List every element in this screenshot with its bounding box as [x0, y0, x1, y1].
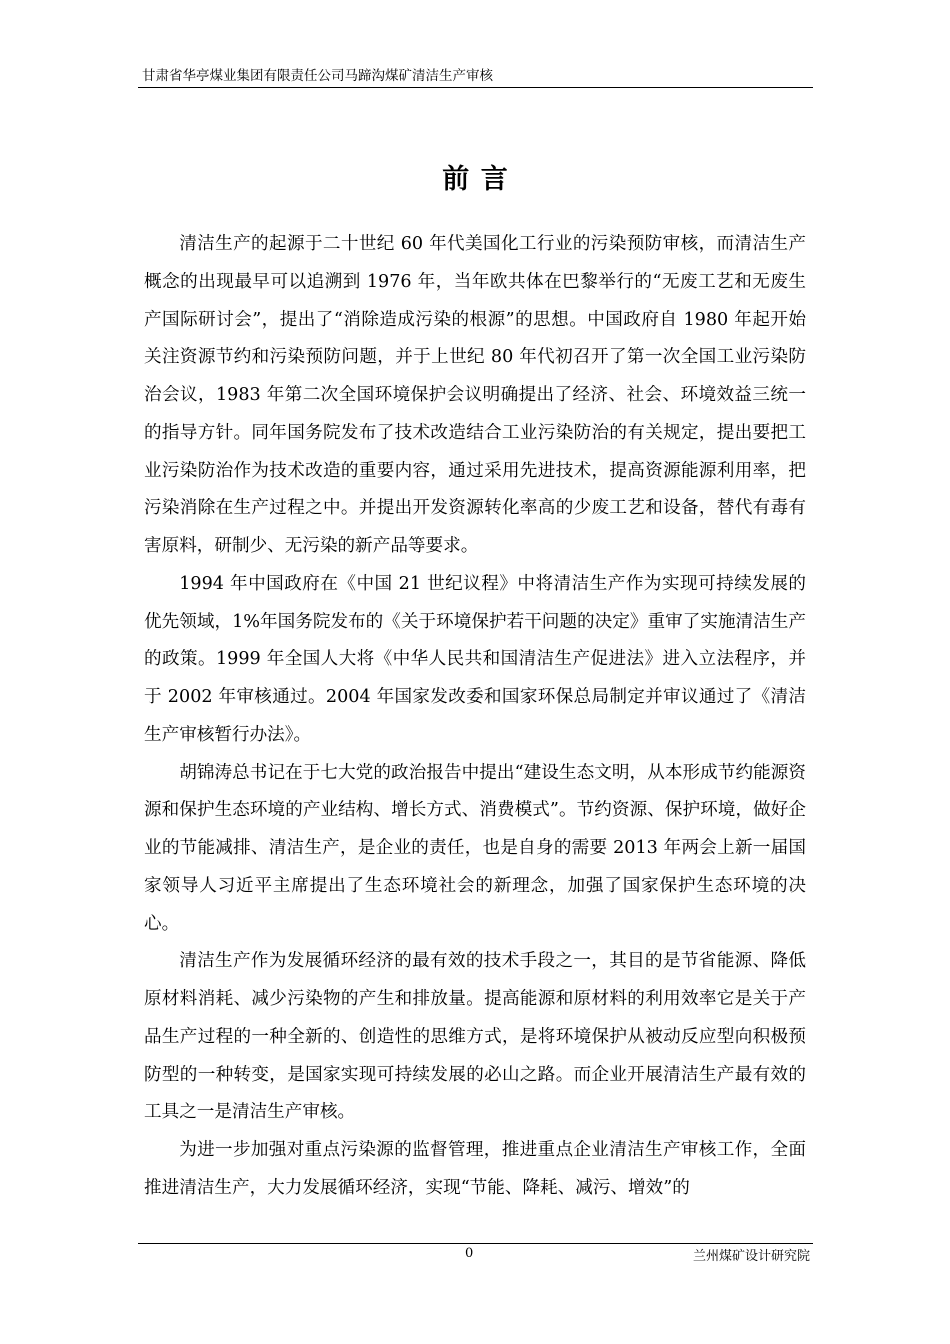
paragraph-1: 清洁生产的起源于二十世纪 60 年代美国化工行业的污染预防审核，而清洁生产概念的出现最早可以追溯到 1976 年，当年欧共体在巴黎举行的“无废工艺和无废生产国际研讨会”，提出了“消除造成污染的根源”的思想。中国政府自 1980 年起开始关注资源节约和污染预防问题，并于上世纪 80 年代初召开了第一次全国工业污染防治会议，1983 年第二次全国环境保护会议明确提出了经济、社会、环境效益三统一的指导方针。同年国务院发布了技术改造结合工业污染防治的有关规定，提出要把工业污染防治作为技术改造的重要内容，通过采用先进技术，提高资源能源利用率，把污染消除在生产过程之中。并提出开发资源转化率高的少废工艺和设备，替代有毒有害原料，研制少、无污染的新产品等要求。: [144, 234, 806, 556]
header-divider: [138, 87, 813, 88]
footer-organization: 兰州煤矿设计研究院: [692, 1249, 810, 1264]
page-title: 前 言: [442, 164, 509, 195]
paragraph-2: 1994 年中国政府在《中国 21 世纪议程》中将清洁生产作为实现可持续发展的优先领域，1%年国务院发布的《关于环境保护若干问题的决定》重审了实施清洁生产的政策。1999 年全国人大将《中华人民共和国清洁生产促进法》进入立法程序，并于 2002 年审核通过。2004 年国家发改委和国家环保总局制定并审议通过了《清洁生产审核暂行办法》。: [144, 573, 806, 745]
page-number: 0: [465, 1246, 474, 1261]
paragraph-3: 胡锦涛总书记在于七大党的政治报告中提出“建设生态文明，从本形成节约能源资源和保护生态环境的产业结构、增长方式、消费模式”。节约资源、保护环境，做好企业的节能减排、清洁生产，是企业的责任，也是自身的需要 2013 年两会上新一届国家领导人习近平主席提出了生态环境社会的新理念，加强了国家保护生态环境的决心。: [144, 762, 806, 934]
paragraph-5: 为进一步加强对重点污染源的监督管理，推进重点企业清洁生产审核工作，全面推进清洁生产，大力发展循环经济，实现“节能、降耗、减污、增效”的: [144, 1140, 806, 1198]
running-header: 甘肃省华亭煤业集团有限责任公司马蹄沟煤矿清洁生产审核: [142, 68, 493, 84]
body-text: [144, 226, 806, 1208]
footer-divider: [138, 1243, 813, 1244]
paragraph-4: 清洁生产作为发展循环经济的最有效的技术手段之一，其目的是节省能源、降低原材料消耗、减少污染物的产生和排放量。提高能源和原材料的利用效率它是关于产品生产过程的一种全新的、创造性的思维方式，是将环境保护从被动反应型向积极预防型的一种转变，是国家实现可持续发展的必山之路。而企业开展清洁生产最有效的工具之一是清洁生产审核。: [144, 951, 806, 1123]
